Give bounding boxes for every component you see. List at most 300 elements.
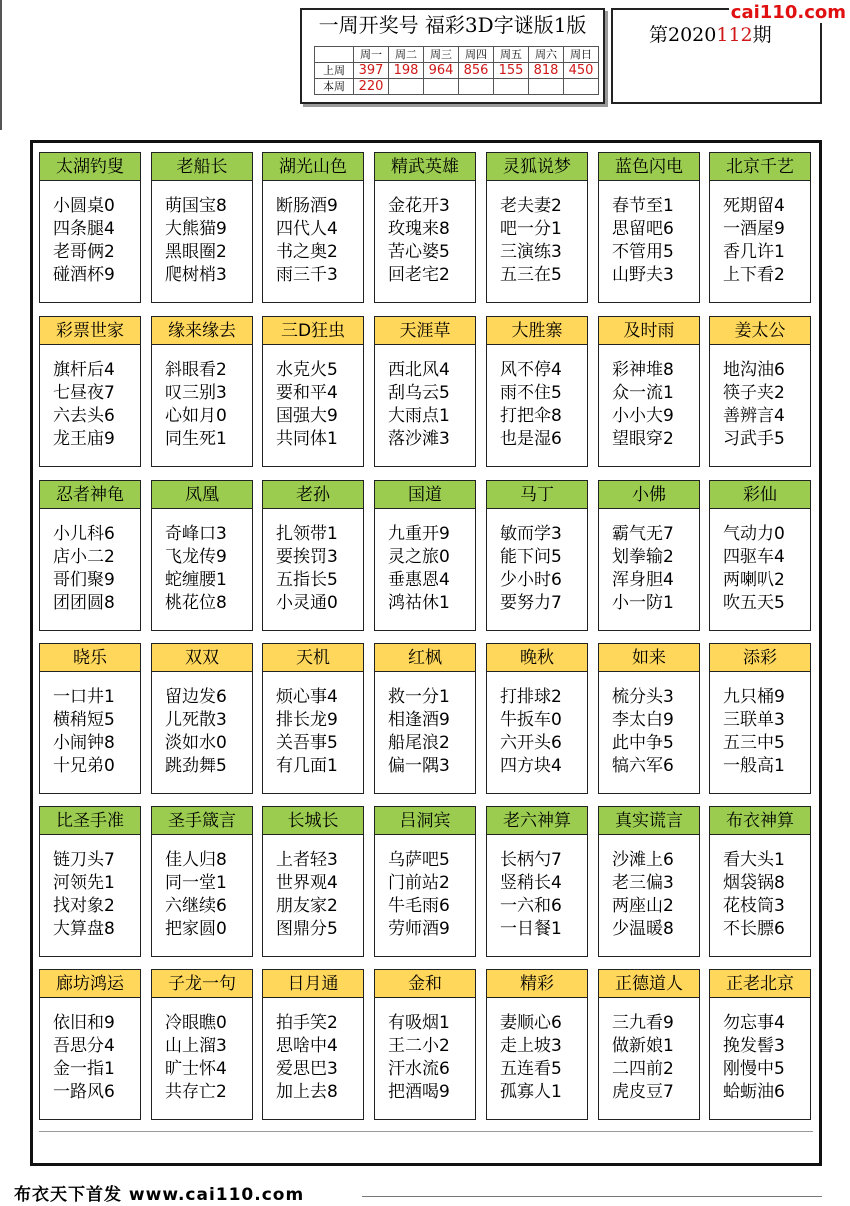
puzzle-card [486, 643, 588, 794]
puzzle-line: 扎领带1 [276, 524, 338, 544]
puzzle-line: 灵之旅0 [388, 547, 450, 567]
puzzle-card [374, 152, 476, 303]
card-lines [710, 181, 810, 287]
card-lines [152, 672, 252, 778]
puzzle-line: 团团圆8 [53, 593, 115, 613]
puzzle-line: 小圆桌0 [53, 196, 115, 216]
last-week-row [315, 63, 599, 79]
puzzle-line: 图鼎分5 [276, 919, 338, 939]
puzzle-line: 有几面1 [276, 756, 338, 776]
card-title: 晓乐 [40, 644, 140, 672]
puzzle-line: 小一防1 [612, 593, 674, 613]
card-title: 姜太公 [710, 317, 810, 345]
puzzle-line: 店小二2 [53, 547, 115, 567]
card-lines [599, 835, 699, 941]
puzzle-line: 旷士怀4 [165, 1059, 227, 1079]
puzzle-line: 少小时6 [500, 570, 562, 590]
puzzle-line: 霸气无7 [612, 524, 674, 544]
puzzle-line: 吾思分4 [53, 1036, 115, 1056]
puzzle-line: 船尾浪2 [388, 733, 450, 753]
puzzle-line: 大算盘8 [53, 919, 115, 939]
puzzle-card [262, 806, 364, 957]
puzzle-line: 善辨言4 [723, 406, 785, 426]
puzzle-line: 一六和6 [500, 896, 562, 916]
puzzle-line: 六继续6 [165, 896, 227, 916]
card-title: 凤凰 [152, 481, 252, 509]
puzzle-line: 犒六军6 [612, 756, 674, 776]
puzzle-line: 国强大9 [276, 406, 338, 426]
puzzle-line: 蛇缠腰1 [165, 570, 227, 590]
puzzle-line: 关吾事5 [276, 733, 338, 753]
puzzle-line: 加上去8 [276, 1082, 338, 1102]
puzzle-line: 五三在5 [500, 265, 562, 285]
puzzle-line: 王二小2 [388, 1036, 450, 1056]
puzzle-line: 链刀头7 [53, 850, 115, 870]
card-lines [152, 181, 252, 287]
draw-number: 450 [564, 63, 599, 79]
card-title: 国道 [375, 481, 475, 509]
puzzle-line: 少温暖8 [612, 919, 674, 939]
puzzle-line: 小小大9 [612, 406, 674, 426]
puzzle-card [39, 643, 141, 794]
puzzle-line: 牛毛雨6 [388, 896, 450, 916]
puzzle-line: 同生死1 [165, 429, 227, 449]
puzzle-line: 河领先1 [53, 873, 115, 893]
puzzle-line: 心如月0 [165, 406, 227, 426]
row-label: 上周 [315, 63, 354, 79]
card-lines [710, 998, 810, 1104]
puzzle-line: 划拳输2 [612, 547, 674, 567]
card-lines [599, 345, 699, 451]
page-edge-line [0, 0, 2, 130]
puzzle-line: 死期留4 [723, 196, 785, 216]
puzzle-line: 三联单3 [723, 710, 785, 730]
weekly-draw-panel [300, 8, 605, 104]
puzzle-card [151, 806, 253, 957]
puzzle-line: 梳分头3 [612, 687, 674, 707]
puzzle-line: 大熊猫9 [165, 219, 227, 239]
puzzle-line: 飞龙传9 [165, 547, 227, 567]
puzzle-card [374, 643, 476, 794]
puzzle-line: 二四前2 [612, 1059, 674, 1079]
card-title: 老孙 [263, 481, 363, 509]
card-title: 吕洞宾 [375, 807, 475, 835]
puzzle-line: 也是湿6 [500, 429, 562, 449]
puzzle-card [598, 152, 700, 303]
puzzle-line: 五连看5 [500, 1059, 562, 1079]
puzzle-grid [30, 140, 822, 1166]
puzzle-card [151, 643, 253, 794]
puzzle-line: 救一分1 [388, 687, 450, 707]
card-title: 及时雨 [599, 317, 699, 345]
puzzle-line: 龙王庙9 [53, 429, 115, 449]
puzzle-card [262, 316, 364, 467]
card-lines [710, 835, 810, 941]
card-lines [375, 835, 475, 941]
footer-divider [362, 1196, 822, 1197]
puzzle-line: 烦心事4 [276, 687, 338, 707]
puzzle-line: 虎皮豆7 [612, 1082, 674, 1102]
puzzle-line: 一酒屋9 [723, 219, 785, 239]
puzzle-line: 春节至1 [612, 196, 674, 216]
puzzle-line: 共同体1 [276, 429, 338, 449]
card-lines [375, 509, 475, 615]
card-title: 北京千艺 [710, 153, 810, 181]
card-lines [263, 509, 363, 615]
puzzle-card [39, 969, 141, 1120]
puzzle-line: 刚慢中5 [723, 1059, 785, 1079]
card-title: 精彩 [487, 970, 587, 998]
puzzle-line: 吹五天5 [723, 593, 785, 613]
puzzle-line: 七昼夜7 [53, 383, 115, 403]
puzzle-line: 挽发髻3 [723, 1036, 785, 1056]
puzzle-line: 旗杆后4 [53, 360, 115, 380]
puzzle-line: 小儿科6 [53, 524, 115, 544]
puzzle-card [709, 969, 811, 1120]
puzzle-card [598, 969, 700, 1120]
puzzle-line: 望眼穿2 [612, 429, 674, 449]
puzzle-card [151, 152, 253, 303]
puzzle-line: 淡如水0 [165, 733, 227, 753]
card-lines [40, 181, 140, 287]
puzzle-card [262, 152, 364, 303]
puzzle-line: 回老宅2 [388, 265, 450, 285]
card-title: 老六神算 [487, 807, 587, 835]
card-lines [375, 345, 475, 451]
card-title: 天机 [263, 644, 363, 672]
puzzle-line: 竖稍长4 [500, 873, 562, 893]
day-header: 周四 [459, 47, 494, 63]
weekly-draw-table [314, 46, 599, 95]
puzzle-card [262, 643, 364, 794]
puzzle-line: 花枝筒3 [723, 896, 785, 916]
this-week-row [315, 79, 599, 95]
puzzle-line: 乌萨吧5 [388, 850, 450, 870]
puzzle-line: 劳师酒9 [388, 919, 450, 939]
card-title: 湖光山色 [263, 153, 363, 181]
card-lines [263, 345, 363, 451]
card-lines [710, 509, 810, 615]
puzzle-line: 拍手笑2 [276, 1013, 338, 1033]
puzzle-line: 同一堂1 [165, 873, 227, 893]
puzzle-line: 五三中5 [723, 733, 785, 753]
card-title: 日月通 [263, 970, 363, 998]
puzzle-line: 要努力7 [500, 593, 562, 613]
card-lines [40, 345, 140, 451]
card-lines [263, 835, 363, 941]
card-lines [487, 509, 587, 615]
puzzle-card [486, 480, 588, 631]
puzzle-card [486, 316, 588, 467]
puzzle-line: 烟袋锅8 [723, 873, 785, 893]
puzzle-card [374, 316, 476, 467]
puzzle-line: 小灵通0 [276, 593, 338, 613]
puzzle-line: 爬树梢3 [165, 265, 227, 285]
card-lines [375, 181, 475, 287]
puzzle-line: 不管用5 [612, 242, 674, 262]
puzzle-line: 黑眼圈2 [165, 242, 227, 262]
puzzle-card [598, 806, 700, 957]
puzzle-line: 五指长5 [276, 570, 338, 590]
puzzle-line: 鸿祜休1 [388, 593, 450, 613]
card-lines [599, 672, 699, 778]
puzzle-line: 把酒喝9 [388, 1082, 450, 1102]
puzzle-line: 落沙滩3 [388, 429, 450, 449]
card-title: 太湖钓叟 [40, 153, 140, 181]
puzzle-line: 跳劲舞5 [165, 756, 227, 776]
puzzle-card [598, 480, 700, 631]
card-title: 圣手箴言 [152, 807, 252, 835]
card-lines [152, 345, 252, 451]
puzzle-line: 共存亡2 [165, 1082, 227, 1102]
card-title: 精武英雄 [375, 153, 475, 181]
puzzle-line: 要挨罚3 [276, 547, 338, 567]
puzzle-line: 上者轻3 [276, 850, 338, 870]
puzzle-line: 打把伞8 [500, 406, 562, 426]
puzzle-line: 斜眼看2 [165, 360, 227, 380]
puzzle-line: 两喇叭2 [723, 570, 785, 590]
puzzle-line: 孤寡人1 [500, 1082, 562, 1102]
card-lines [40, 835, 140, 941]
puzzle-card [709, 806, 811, 957]
puzzle-card [262, 480, 364, 631]
puzzle-line: 山野夫3 [612, 265, 674, 285]
puzzle-line: 不长膘6 [723, 919, 785, 939]
puzzle-line: 六去头6 [53, 406, 115, 426]
day-header: 周五 [494, 47, 529, 63]
bottom-blank-row [39, 1131, 813, 1158]
puzzle-line: 吧一分1 [500, 219, 562, 239]
card-lines [487, 345, 587, 451]
puzzle-line: 玫瑰来8 [388, 219, 450, 239]
puzzle-line: 哥们聚9 [53, 570, 115, 590]
card-lines [710, 672, 810, 778]
puzzle-line: 打排球2 [500, 687, 562, 707]
card-title: 蓝色闪电 [599, 153, 699, 181]
draw-number [459, 79, 494, 95]
puzzle-line: 一路风6 [53, 1082, 115, 1102]
puzzle-card [39, 480, 141, 631]
footer-text[interactable]: 布衣天下首发 www.cai110.com [14, 1185, 305, 1205]
puzzle-line: 九重开9 [388, 524, 450, 544]
puzzle-card [709, 316, 811, 467]
puzzle-line: 雨不住5 [500, 383, 562, 403]
puzzle-card [598, 643, 700, 794]
card-title: 正德道人 [599, 970, 699, 998]
puzzle-line: 横稍短5 [53, 710, 115, 730]
day-header: 周三 [424, 47, 459, 63]
puzzle-line: 习武手5 [723, 429, 785, 449]
puzzle-card [709, 480, 811, 631]
puzzle-line: 相逢酒9 [388, 710, 450, 730]
panel-title: 一周开奖号 福彩3D字谜版1版 [318, 13, 587, 37]
puzzle-line: 三九看9 [612, 1013, 674, 1033]
table-header-row [315, 47, 599, 63]
day-header: 周六 [529, 47, 564, 63]
issue-number: 第2020112期 [649, 24, 772, 46]
day-header: 周二 [389, 47, 424, 63]
draw-number: 856 [459, 63, 494, 79]
puzzle-line: 六开头6 [500, 733, 562, 753]
puzzle-line: 地沟油6 [723, 360, 785, 380]
puzzle-line: 做新娘1 [612, 1036, 674, 1056]
puzzle-line: 偏一隅3 [388, 756, 450, 776]
card-lines [40, 672, 140, 778]
puzzle-line: 众一流1 [612, 383, 674, 403]
day-header: 周一 [354, 47, 389, 63]
puzzle-line: 山上溜3 [165, 1036, 227, 1056]
puzzle-card [151, 316, 253, 467]
puzzle-card [262, 969, 364, 1120]
card-lines [263, 672, 363, 778]
draw-number [424, 79, 459, 95]
card-lines [375, 998, 475, 1104]
puzzle-line: 苦心婆5 [388, 242, 450, 262]
card-title: 彩仙 [710, 481, 810, 509]
puzzle-line: 雨三千3 [276, 265, 338, 285]
puzzle-line: 四代人4 [276, 219, 338, 239]
puzzle-line: 老哥俩2 [53, 242, 115, 262]
puzzle-line: 长柄勺7 [500, 850, 562, 870]
puzzle-line: 朋友家2 [276, 896, 338, 916]
puzzle-line: 浑身胆4 [612, 570, 674, 590]
puzzle-line: 书之奥2 [276, 242, 338, 262]
puzzle-line: 思留吧6 [612, 219, 674, 239]
draw-number: 964 [424, 63, 459, 79]
puzzle-line: 金一指1 [53, 1059, 115, 1079]
card-title: 大胜寨 [487, 317, 587, 345]
card-title: 缘来缘去 [152, 317, 252, 345]
card-lines [710, 345, 810, 451]
card-title: 彩票世家 [40, 317, 140, 345]
puzzle-line: 汗水流6 [388, 1059, 450, 1079]
draw-number: 818 [529, 63, 564, 79]
card-lines [152, 998, 252, 1104]
puzzle-line: 把家圆0 [165, 919, 227, 939]
card-lines [599, 998, 699, 1104]
puzzle-line: 老夫妻2 [500, 196, 562, 216]
puzzle-line: 能下问5 [500, 547, 562, 567]
puzzle-line: 刮乌云5 [388, 383, 450, 403]
card-lines [375, 672, 475, 778]
draw-number [389, 79, 424, 95]
card-title: 子龙一句 [152, 970, 252, 998]
puzzle-line: 牛扳车0 [500, 710, 562, 730]
card-title: 马丁 [487, 481, 587, 509]
card-title: 灵狐说梦 [487, 153, 587, 181]
puzzle-line: 妻顺心6 [500, 1013, 562, 1033]
draw-number: 397 [354, 63, 389, 79]
card-title: 老船长 [152, 153, 252, 181]
card-title: 忍者神龟 [40, 481, 140, 509]
puzzle-line: 佳人归8 [165, 850, 227, 870]
puzzle-card [709, 152, 811, 303]
puzzle-line: 风不停4 [500, 360, 562, 380]
puzzle-line: 有吸烟1 [388, 1013, 450, 1033]
draw-number: 198 [389, 63, 424, 79]
puzzle-line: 爱思巴3 [276, 1059, 338, 1079]
card-title: 廊坊鸿运 [40, 970, 140, 998]
card-title: 布衣神算 [710, 807, 810, 835]
card-title: 金和 [375, 970, 475, 998]
card-title: 三D狂虫 [263, 317, 363, 345]
puzzle-card [486, 152, 588, 303]
puzzle-card [39, 806, 141, 957]
puzzle-card [486, 969, 588, 1120]
puzzle-line: 十兄弟0 [53, 756, 115, 776]
puzzle-line: 老三偏3 [612, 873, 674, 893]
puzzle-line: 萌国宝8 [165, 196, 227, 216]
card-lines [487, 835, 587, 941]
puzzle-line: 奇峰口3 [165, 524, 227, 544]
puzzle-line: 垂惠恩4 [388, 570, 450, 590]
puzzle-line: 走上坡3 [500, 1036, 562, 1056]
puzzle-line: 大雨点1 [388, 406, 450, 426]
card-title: 添彩 [710, 644, 810, 672]
puzzle-line: 一口井1 [53, 687, 115, 707]
puzzle-card [709, 643, 811, 794]
puzzle-line: 气动力0 [723, 524, 785, 544]
puzzle-line: 金花开3 [388, 196, 450, 216]
card-title: 晚秋 [487, 644, 587, 672]
puzzle-line: 沙滩上6 [612, 850, 674, 870]
draw-number [564, 79, 599, 95]
card-title: 红枫 [375, 644, 475, 672]
card-lines [487, 181, 587, 287]
card-lines [487, 672, 587, 778]
puzzle-line: 彩神堆8 [612, 360, 674, 380]
row-label: 本周 [315, 79, 354, 95]
draw-number: 155 [494, 63, 529, 79]
puzzle-line: 断肠酒9 [276, 196, 338, 216]
puzzle-line: 世界观4 [276, 873, 338, 893]
site-logo[interactable]: cai110.com [730, 2, 846, 23]
puzzle-line: 两座山2 [612, 896, 674, 916]
card-lines [599, 509, 699, 615]
puzzle-line: 上下看2 [723, 265, 785, 285]
card-lines [599, 181, 699, 287]
puzzle-line: 九只桶9 [723, 687, 785, 707]
card-title: 真实谎言 [599, 807, 699, 835]
card-lines [40, 998, 140, 1104]
puzzle-line: 门前站2 [388, 873, 450, 893]
card-lines [263, 998, 363, 1104]
puzzle-line: 找对象2 [53, 896, 115, 916]
puzzle-line: 勿忘事4 [723, 1013, 785, 1033]
puzzle-line: 看大头1 [723, 850, 785, 870]
puzzle-card [374, 969, 476, 1120]
puzzle-line: 四条腿4 [53, 219, 115, 239]
puzzle-card [39, 152, 141, 303]
puzzle-line: 筷子夹2 [723, 383, 785, 403]
draw-number: 220 [354, 79, 389, 95]
puzzle-line: 一日餐1 [500, 919, 562, 939]
card-title: 小佛 [599, 481, 699, 509]
card-lines [487, 998, 587, 1104]
puzzle-line: 要和平4 [276, 383, 338, 403]
puzzle-card [39, 316, 141, 467]
puzzle-line: 排长龙9 [276, 710, 338, 730]
puzzle-line: 蛤蛎油6 [723, 1082, 785, 1102]
card-title: 长城长 [263, 807, 363, 835]
puzzle-line: 小闹钟8 [53, 733, 115, 753]
puzzle-card [151, 480, 253, 631]
puzzle-line: 四方块4 [500, 756, 562, 776]
puzzle-line: 西北风4 [388, 360, 450, 380]
puzzle-line: 李太白9 [612, 710, 674, 730]
puzzle-line: 留边发6 [165, 687, 227, 707]
puzzle-card [486, 806, 588, 957]
